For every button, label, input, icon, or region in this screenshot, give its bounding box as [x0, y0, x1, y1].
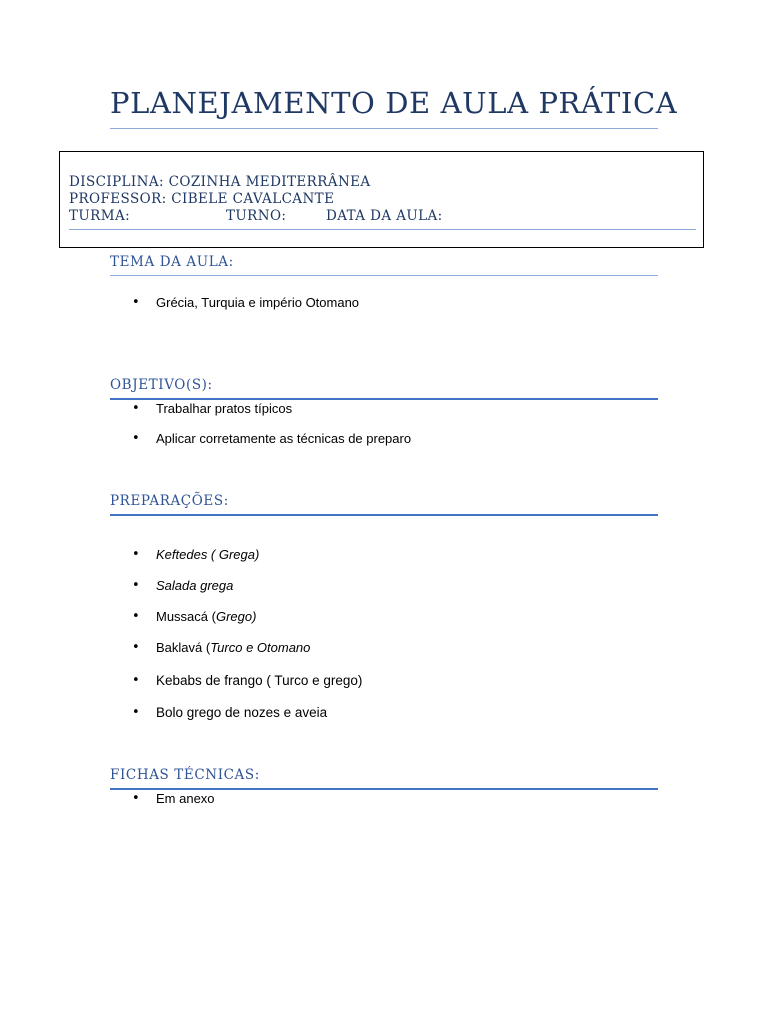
list-item: Aplicar corretamente as técnicas de preparo — [156, 431, 412, 446]
section-heading-tema: TEMA DA AULA: — [110, 254, 234, 270]
section-rule-objetivos — [110, 398, 658, 400]
dish-name: Mussacá ( — [156, 609, 216, 624]
bullet-icon: • — [132, 547, 140, 562]
class-date-label: DATA DA AULA: — [326, 208, 443, 224]
bullet-icon: • — [132, 673, 140, 688]
list-item — [156, 609, 256, 625]
bullet-icon: • — [132, 401, 140, 416]
list-item: Trabalhar pratos típicos — [156, 401, 293, 416]
bullet-icon: • — [132, 640, 140, 655]
bullet-icon: • — [132, 609, 140, 624]
bullet-icon: • — [132, 431, 140, 446]
class-info-box — [59, 151, 704, 248]
list-item: Grécia, Turquia e império Otomano — [156, 295, 360, 310]
discipline-label: DISCIPLINA: COZINHA MEDITERRÂNEA — [69, 174, 371, 190]
list-item: Kebabs de frango ( Turco e grego) — [156, 673, 363, 688]
professor-label: PROFESSOR: CIBELE CAVALCANTE — [69, 191, 335, 207]
dish-origin: Grego) — [215, 609, 257, 624]
shift-label: TURNO: — [226, 208, 287, 224]
section-heading-objetivos: OBJETIVO(S): — [110, 377, 213, 393]
section-rule-preparacoes — [110, 514, 658, 516]
bullet-icon: • — [132, 791, 140, 806]
list-item: Em anexo — [156, 791, 215, 806]
info-underline — [69, 229, 696, 230]
section-rule-tema — [110, 275, 658, 276]
section-rule-fichas — [110, 788, 658, 790]
list-item: Keftedes ( Grega) — [156, 547, 260, 562]
bullet-icon: • — [132, 295, 140, 310]
bullet-icon: • — [132, 578, 140, 593]
section-heading-preparacoes: PREPARAÇÕES: — [110, 493, 229, 509]
class-label: TURMA: — [69, 208, 131, 224]
list-item: Bolo grego de nozes e aveia — [156, 705, 328, 720]
dish-origin: Turco e Otomano — [210, 640, 311, 655]
section-heading-fichas: FICHAS TÉCNICAS: — [110, 767, 260, 783]
dish-name: Baklavá ( — [156, 640, 211, 655]
bullet-icon: • — [132, 705, 140, 720]
title-underline — [110, 128, 658, 129]
list-item — [156, 640, 310, 656]
page-title: PLANEJAMENTO DE AULA PRÁTICA — [110, 86, 678, 120]
list-item: Salada grega — [156, 578, 234, 593]
